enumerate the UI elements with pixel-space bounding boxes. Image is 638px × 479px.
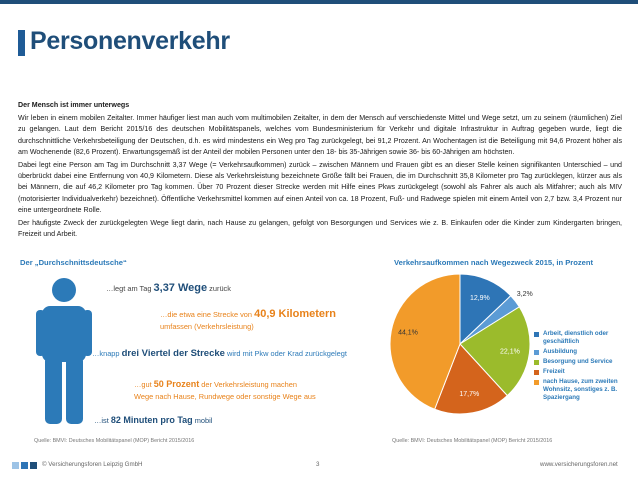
person-icon: [36, 276, 92, 424]
average-person-heading: Der „Durchschnittsdeutsche“: [20, 258, 127, 267]
page-number: 3: [316, 461, 320, 468]
page-title: Personenverkehr: [30, 27, 230, 55]
intro-paragraph: Dabei legt eine Person am Tag im Durchschnitt 3,37 Wege (= Verkehrsaufkommen) zurück – zwischen Männern und Frauen gibt es an dieser Stelle keinen signifikanten Unterschied – und überbrückt dabei eine Entfernung von 40,9 Kilometern. Diese als Verkehrsleistung bezeichnete Größe fällt bei Frauen, die im Durchschnitt 35,8 Kilometer pro Tag zurücklegen, kürzer aus als bei Männern, die auf 46,2 Kilometer pro Tag kommen. Über 70 Prozent dieser Strecke werden mit Hilfe eines Pkws zurückgelegt (sowohl als Fahrer als auch als Mitfahrer; auch als MIV (motorisierter Individualverkehr) bezeichnet). Öffentliche Verkehrsmittel kommen auf einen Anteil von ca. 18 Prozent, Fuß- und Radwege spielen mit einem Anteil von 2,7 bzw. 3,4 Prozent nur eine untergeordnete Rolle.: [18, 161, 622, 214]
legend-item: [534, 330, 634, 346]
stat-value: drei Viertel der Strecke: [121, 348, 225, 359]
stat-trips-per-day: [106, 282, 231, 295]
legend-item: [534, 368, 634, 376]
left-source: Quelle: BMVI: Deutsches Mobilitätspanel (MOP) Bericht 2015/2016: [34, 438, 195, 444]
stat-car-share: [92, 348, 347, 360]
intro-subheading: Der Mensch ist immer unterwegs: [18, 101, 130, 109]
stat-minutes: [94, 414, 212, 427]
legend-label: Freizeit: [543, 368, 565, 375]
stat-suffix: der Verkehrsleistung machen: [199, 380, 298, 389]
chart-source: Quelle: BMVI: Deutsches Mobilitätspanel (MOP) Bericht 2015/2016: [392, 438, 553, 444]
footer-square: [30, 462, 37, 469]
intro-text: [18, 100, 622, 242]
legend-label: Arbeit, dienstlich oder geschäftlich: [543, 330, 609, 345]
stat-value: 50 Prozent: [153, 379, 200, 389]
pie-slice-label: 44,1%: [398, 329, 418, 337]
pie-chart: [378, 268, 548, 418]
pie-slice-label: 22,1%: [500, 348, 520, 356]
legend-item: [534, 358, 634, 366]
stat-prefix: …ist: [94, 416, 111, 425]
legend-item: [534, 348, 634, 356]
stat-suffix: zurück: [207, 284, 231, 293]
legend-swatch: [534, 360, 539, 365]
stat-prefix: …gut: [134, 380, 154, 389]
stat-line2: Wege nach Hause, Rundwege oder sonstige Wege aus: [134, 392, 316, 401]
pie-slice-label: 3,2%: [516, 291, 533, 299]
pie-slice-label: 17,7%: [459, 391, 480, 399]
legend-swatch: [534, 350, 539, 355]
stat-value: 82 Minuten pro Tag: [110, 415, 193, 425]
legend-swatch: [534, 332, 539, 337]
stat-line2: umfassen (Verkehrsleistung): [160, 322, 254, 331]
footer-square: [12, 462, 19, 469]
stat-value: 40,9 Kilometern: [254, 308, 336, 320]
stat-value: 3,37 Wege: [153, 282, 208, 294]
title-accent-bar: [18, 30, 25, 56]
chart-title: Verkehrsaufkommen nach Wegezweck 2015, in Prozent: [394, 258, 594, 267]
stat-distance: [160, 308, 336, 333]
legend-label: Besorgung und Service: [543, 358, 613, 365]
footer-square: [21, 462, 28, 469]
legend-label: nach Hause, zum zweiten Wohnsitz, sonstiges z. B. Spaziergang: [543, 378, 618, 401]
stat-prefix: …die etwa eine Strecke von: [160, 310, 255, 319]
footer-copyright: © Versicherungsforen Leipzig GmbH: [42, 461, 143, 468]
stat-prefix: …legt am Tag: [106, 284, 154, 293]
stat-home-trips: [134, 378, 316, 403]
legend-swatch: [534, 370, 539, 375]
legend-item: [534, 378, 634, 402]
chart-legend: [534, 330, 634, 404]
stat-suffix: mobil: [192, 416, 213, 425]
stat-prefix: …knapp: [92, 349, 122, 358]
top-bar: [0, 0, 638, 4]
intro-paragraph: Wir leben in einem mobilen Zeitalter. Immer häufiger liest man auch vom multimobilen Zeitalter, in dem der Mensch auf verschiedenste Mittel und Wege setzt, um zu seinem (räumlichen) Ziel zu gelangen. Laut dem Bericht 2015/16 des deutschen Mobilitätspanels, welches vom Bundesministerium für Verkehr und digitale Infrastruktur in Auftrag gegeben wurde, liegt die durchschnittliche Verkehrsbeteiligung der Deutschen, d.h. es wird mindestens ein Weg pro Tag zurückgelegt, bei 91,2 Prozent. An Wochentagen ist die Beteiligung mit 94,6 Prozent höher als am Wochenende (82,6 Prozent). Erwartungsgemäß ist der Anteil der mobilen Personen unter den 18- bis 35-Jährigen sowie 36- bis 60-Jährigen am höchsten.: [18, 114, 622, 156]
legend-label: Ausbildung: [543, 348, 578, 355]
footer-website-link[interactable]: www.versicherungsforen.net: [540, 461, 618, 468]
legend-swatch: [534, 380, 539, 385]
stat-suffix: wird mit Pkw oder Krad zurückgelegt: [224, 349, 347, 358]
intro-paragraph: Der häufigste Zweck der zurückgelegten Wege liegt darin, nach Hause zu gelangen, gefolgt von Besorgungen und Services wie z. B. Einkaufen oder die Kinder zum Kindergarten bringen, Freizeit und Arbeit.: [18, 219, 622, 239]
pie-slice-label: 12,9%: [469, 295, 490, 303]
